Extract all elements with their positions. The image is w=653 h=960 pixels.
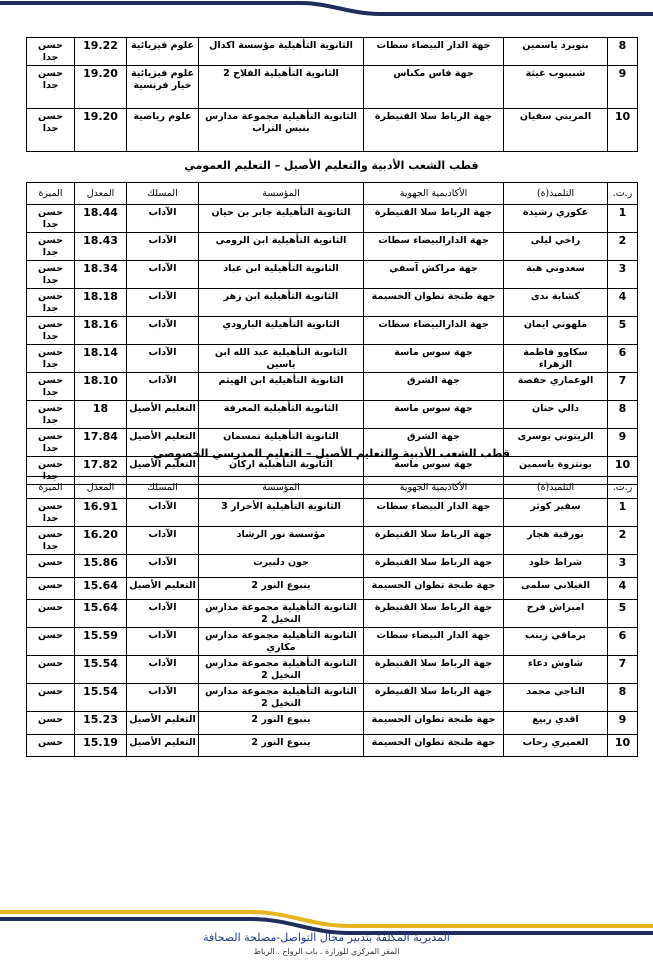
track-cell: الآداب — [127, 600, 199, 628]
rank-cell: 1 — [608, 205, 638, 233]
student-cell: امبراش فرح — [504, 600, 608, 628]
mention-cell: حسن — [27, 712, 75, 735]
institution-cell: ينبوع النور 2 — [199, 577, 364, 600]
rank-cell: 10 — [608, 457, 638, 485]
mention-cell: حسن — [27, 600, 75, 628]
institution-cell: الثانوية التأهيلية تمسمان — [199, 429, 364, 457]
rank-cell: 5 — [608, 317, 638, 345]
rank-cell: 6 — [608, 345, 638, 373]
table-row — [27, 656, 638, 684]
rank-cell: 4 — [608, 577, 638, 600]
track-cell: علوم فيزيائية — [127, 38, 199, 66]
academy-cell: جهة طنجة تطوان الحسيمة — [364, 734, 504, 757]
institution-cell: الثانوية التأهيلية ابن زهر — [199, 289, 364, 317]
academy-cell: جهة سوس ماسة — [364, 401, 504, 429]
mention-cell: حسن جدا — [27, 233, 75, 261]
student-cell: بنويرد ياسمين — [504, 38, 608, 66]
results-table-public — [26, 182, 638, 485]
rank-cell: 4 — [608, 289, 638, 317]
average-cell: 18.43 — [75, 233, 127, 261]
rank-cell: 9 — [608, 429, 638, 457]
rank-cell: 6 — [608, 628, 638, 656]
rank-cell: 2 — [608, 527, 638, 555]
institution-cell: الثانوية التأهيلية مجموعة مدارس مكاري — [199, 628, 364, 656]
academy-cell: جهة الرباط سلا القنيطرة — [364, 684, 504, 712]
academy-cell: جهة الدارالبيضاء سطات — [364, 317, 504, 345]
academy-cell: جهة الرباط سلا القنيطرة — [364, 600, 504, 628]
table-row — [27, 205, 638, 233]
institution-cell: الثانوية التأهيلية ابن الرومي — [199, 233, 364, 261]
track-cell: الآداب — [127, 233, 199, 261]
mention-cell: حسن جدا — [27, 527, 75, 555]
academy-cell: جهة طنجة تطوان الحسيمة — [364, 289, 504, 317]
table-row — [27, 373, 638, 401]
column-header-track: المسلك — [127, 477, 199, 499]
table-body — [27, 499, 638, 757]
column-header-student: التلميذ(ة) — [504, 477, 608, 499]
track-cell: الآداب — [127, 499, 199, 527]
table-row — [27, 734, 638, 757]
column-header-rank: ر.ت. — [608, 477, 638, 499]
average-cell: 19.20 — [75, 66, 127, 109]
student-cell: سعدوني هبة — [504, 261, 608, 289]
table-row — [27, 345, 638, 373]
average-cell: 17.84 — [75, 429, 127, 457]
student-cell: سكاوو فاطمة الزهراء — [504, 345, 608, 373]
mention-cell: حسن جدا — [27, 261, 75, 289]
column-header-academy: الأكاديمية الجهوية — [364, 477, 504, 499]
table-row — [27, 401, 638, 429]
academy-cell: جهة سوس ماسة — [364, 345, 504, 373]
column-header-rank: ر.ت. — [608, 183, 638, 205]
average-cell: 18.16 — [75, 317, 127, 345]
column-header-institution: المؤسسة — [199, 477, 364, 499]
academy-cell: جهة الرباط سلا القنيطرة — [364, 656, 504, 684]
rank-cell: 2 — [608, 233, 638, 261]
table-header-row — [27, 183, 638, 205]
table-row — [27, 712, 638, 735]
average-cell: 19.20 — [75, 109, 127, 152]
rank-cell: 10 — [608, 109, 638, 152]
average-cell: 15.59 — [75, 628, 127, 656]
track-cell: الآداب — [127, 205, 199, 233]
student-cell: برماقي زينب — [504, 628, 608, 656]
mention-cell: حسن جدا — [27, 38, 75, 66]
results-table-continuation — [26, 37, 638, 152]
track-cell: الآداب — [127, 628, 199, 656]
rank-cell: 10 — [608, 734, 638, 757]
average-cell: 17.82 — [75, 457, 127, 485]
track-cell: الآداب — [127, 373, 199, 401]
academy-cell: جهة الدار البيضاء سطات — [364, 628, 504, 656]
mention-cell: حسن جدا — [27, 205, 75, 233]
table-row — [27, 600, 638, 628]
column-header-academy: الأكاديمية الجهوية — [364, 183, 504, 205]
institution-cell: الثانوية التأهيلية ابن عباد — [199, 261, 364, 289]
table-row — [27, 261, 638, 289]
column-header-student: التلميذ(ة) — [504, 183, 608, 205]
institution-cell: ينبوع النور 2 — [199, 734, 364, 757]
student-cell: كشابة ندى — [504, 289, 608, 317]
institution-cell: الثانوية التأهيلية ابن الهيثم — [199, 373, 364, 401]
track-cell: الآداب — [127, 289, 199, 317]
table-row — [27, 527, 638, 555]
mention-cell: حسن — [27, 577, 75, 600]
track-cell: الآداب — [127, 684, 199, 712]
track-cell: الآداب — [127, 656, 199, 684]
institution-cell: الثانوية التأهيلية الأحرار 3 — [199, 499, 364, 527]
student-cell: العميري رحاب — [504, 734, 608, 757]
footer-title: المديرية المكلفة بتدبير مجال التواصل-مصلحة الصحافة — [203, 931, 450, 944]
track-cell: الآداب — [127, 345, 199, 373]
student-cell: المريني سفيان — [504, 109, 608, 152]
mention-cell: حسن جدا — [27, 66, 75, 109]
rank-cell: 3 — [608, 261, 638, 289]
average-cell: 15.54 — [75, 684, 127, 712]
academy-cell: جهة سوس ماسة — [364, 457, 504, 485]
mention-cell: حسن جدا — [27, 317, 75, 345]
average-cell: 15.86 — [75, 555, 127, 578]
track-cell: علوم فيزيائية خيار فرنسية — [127, 66, 199, 109]
student-cell: راخي ليلى — [504, 233, 608, 261]
institution-cell: الثانوية التأهيلية مجموعة مدارس النخيل 2 — [199, 600, 364, 628]
table-row — [27, 289, 638, 317]
table-row — [27, 109, 638, 152]
student-cell: دالي حنان — [504, 401, 608, 429]
table-row — [27, 628, 638, 656]
table-row — [27, 66, 638, 109]
institution-cell: الثانوية التأهيلية جابر بن حيان — [199, 205, 364, 233]
rank-cell: 5 — [608, 600, 638, 628]
mention-cell: حسن — [27, 628, 75, 656]
student-cell: الوعماري حفصة — [504, 373, 608, 401]
average-cell: 16.91 — [75, 499, 127, 527]
table-row — [27, 38, 638, 66]
average-cell: 18.34 — [75, 261, 127, 289]
institution-cell: الثانوية التأهيلية اركان — [199, 457, 364, 485]
rank-cell: 8 — [608, 401, 638, 429]
average-cell: 16.20 — [75, 527, 127, 555]
track-cell: الآداب — [127, 317, 199, 345]
academy-cell: جهة الرباط سلا القنيطرة — [364, 555, 504, 578]
mention-cell: حسن — [27, 684, 75, 712]
institution-cell: الثانوية التأهيلية مجموعة مدارس بنيس التراب — [199, 109, 364, 152]
average-cell: 15.54 — [75, 656, 127, 684]
average-cell: 18.44 — [75, 205, 127, 233]
track-cell: التعليم الأصيل — [127, 734, 199, 757]
average-cell: 15.19 — [75, 734, 127, 757]
track-cell: التعليم الأصيل — [127, 457, 199, 485]
academy-cell: جهة الدار البيضاء سطات — [364, 499, 504, 527]
mention-cell: حسن جدا — [27, 401, 75, 429]
track-cell: الآداب — [127, 555, 199, 578]
student-cell: الناجي محمد — [504, 684, 608, 712]
mention-cell: حسن — [27, 555, 75, 578]
track-cell: الآداب — [127, 527, 199, 555]
section-title-private: قطب الشعب الأدبية والتعليم الأصيل – التعليم المدرسي الخصوصي — [153, 447, 510, 460]
student-cell: الغيلاني سلمى — [504, 577, 608, 600]
table-row — [27, 577, 638, 600]
average-cell: 18.10 — [75, 373, 127, 401]
average-cell: 19.22 — [75, 38, 127, 66]
rank-cell: 8 — [608, 684, 638, 712]
rank-cell: 7 — [608, 656, 638, 684]
average-cell: 18 — [75, 401, 127, 429]
academy-cell: جهة الرباط سلا القنيطرة — [364, 527, 504, 555]
average-cell: 18.18 — [75, 289, 127, 317]
column-header-average: المعدل — [75, 183, 127, 205]
table-row — [27, 499, 638, 527]
track-cell: التعليم الأصيل — [127, 429, 199, 457]
column-header-mention: الميزة — [27, 183, 75, 205]
column-header-average: المعدل — [75, 477, 127, 499]
track-cell: علوم رياضية — [127, 109, 199, 152]
academy-cell: جهة طنجة تطوان الحسيمة — [364, 577, 504, 600]
mention-cell: حسن جدا — [27, 345, 75, 373]
student-cell: ملهوني ايمان — [504, 317, 608, 345]
academy-cell: جهة الدار البيضاء سطات — [364, 38, 504, 66]
student-cell: شراط خلود — [504, 555, 608, 578]
rank-cell: 3 — [608, 555, 638, 578]
mention-cell: حسن — [27, 656, 75, 684]
track-cell: التعليم الأصيل — [127, 401, 199, 429]
table-row — [27, 233, 638, 261]
mention-cell: حسن جدا — [27, 429, 75, 457]
section-title-public: قطب الشعب الأدبية والتعليم الأصيل – التعليم العمومي — [184, 159, 479, 172]
table-row — [27, 684, 638, 712]
student-cell: بونتزوة ياسمين — [504, 457, 608, 485]
mention-cell: حسن — [27, 734, 75, 757]
institution-cell: الثانوية التأهيلية المعرفة — [199, 401, 364, 429]
table-row — [27, 317, 638, 345]
rank-cell: 9 — [608, 712, 638, 735]
rank-cell: 1 — [608, 499, 638, 527]
institution-cell: الثانوية التأهيلية البارودي — [199, 317, 364, 345]
column-header-track: المسلك — [127, 183, 199, 205]
results-table-private — [26, 476, 638, 757]
academy-cell: جهة فاس مكناس — [364, 66, 504, 109]
institution-cell: الثانوية التأهيلية الفلاح 2 — [199, 66, 364, 109]
student-cell: شاوش دعاء — [504, 656, 608, 684]
institution-cell: جون دلبيرت — [199, 555, 364, 578]
institution-cell: مؤسسة نور الرشاد — [199, 527, 364, 555]
top-decorative-band — [0, 0, 653, 26]
mention-cell: حسن جدا — [27, 499, 75, 527]
institution-cell: ينبوع النور 2 — [199, 712, 364, 735]
student-cell: سفير كوثر — [504, 499, 608, 527]
rank-cell: 9 — [608, 66, 638, 109]
academy-cell: جهة الرباط سلا القنيطرة — [364, 205, 504, 233]
table-header-row — [27, 477, 638, 499]
academy-cell: جهة الشرق — [364, 429, 504, 457]
track-cell: التعليم الأصيل — [127, 577, 199, 600]
academy-cell: جهة الشرق — [364, 373, 504, 401]
rank-cell: 7 — [608, 373, 638, 401]
student-cell: عكوري رشيدة — [504, 205, 608, 233]
mention-cell: حسن جدا — [27, 457, 75, 485]
institution-cell: الثانوية التأهيلية مؤسسة اكدال — [199, 38, 364, 66]
student-cell: بورقية هجار — [504, 527, 608, 555]
student-cell: اقدي ربيع — [504, 712, 608, 735]
table-row — [27, 555, 638, 578]
track-cell: الآداب — [127, 261, 199, 289]
mention-cell: حسن جدا — [27, 289, 75, 317]
student-cell: شبيبوب غيثة — [504, 66, 608, 109]
table-body — [27, 205, 638, 485]
rank-cell: 8 — [608, 38, 638, 66]
mention-cell: حسن جدا — [27, 373, 75, 401]
academy-cell: جهة طنجة تطوان الحسيمة — [364, 712, 504, 735]
student-cell: الزيتوني يوسرى — [504, 429, 608, 457]
mention-cell: حسن جدا — [27, 109, 75, 152]
average-cell: 15.64 — [75, 600, 127, 628]
institution-cell: الثانوية التأهيلية مجموعة مدارس النخيل 2 — [199, 656, 364, 684]
average-cell: 18.14 — [75, 345, 127, 373]
average-cell: 15.23 — [75, 712, 127, 735]
average-cell: 15.64 — [75, 577, 127, 600]
footer-address: المقر المركزي للوزارة . باب الرواح . الرباط — [253, 947, 400, 956]
institution-cell: الثانوية التأهيلية مجموعة مدارس النخيل 2 — [199, 684, 364, 712]
academy-cell: جهة مراكش آسفي — [364, 261, 504, 289]
column-header-institution: المؤسسة — [199, 183, 364, 205]
track-cell: التعليم الأصيل — [127, 712, 199, 735]
academy-cell: جهة الرباط سلا القنيطرة — [364, 109, 504, 152]
institution-cell: الثانوية التأهيلية عبد الله ابن ياسين — [199, 345, 364, 373]
academy-cell: جهة الدارالبيضاء سطات — [364, 233, 504, 261]
column-header-mention: الميزة — [27, 477, 75, 499]
